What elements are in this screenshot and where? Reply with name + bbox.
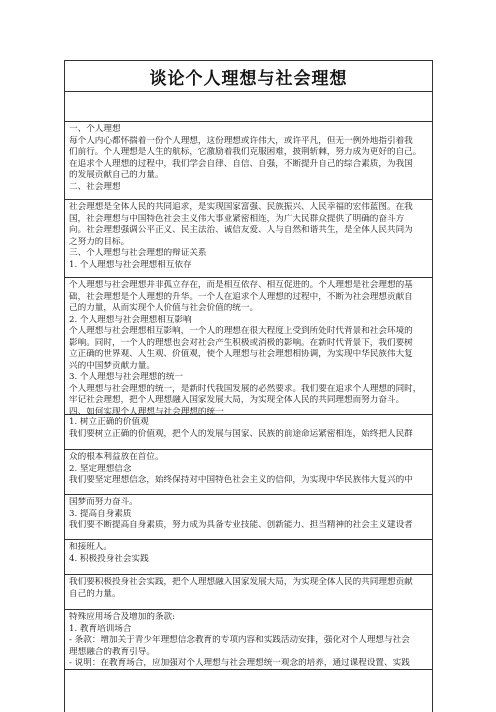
text-line: 2. 坚定理想信念 xyxy=(69,463,132,474)
text-line: 1. 树立正确的价值观 xyxy=(69,417,149,427)
text-line: 社会理想是全体人民的共同追求，是实现国家富强、民族振兴、人民幸福的宏伟蓝图。在我 xyxy=(69,202,413,212)
table-row xyxy=(65,495,432,540)
text-line: 个人理想与社会理想的统一，是新时代我国发展的必然要求。我们要在追求个人理想的同时， xyxy=(69,383,422,394)
text-line: 个人理想与社会理想相互影响，一个人的理想在很大程度上受到所处时代背景和社会环境的 xyxy=(69,326,413,336)
table-row xyxy=(65,200,432,278)
text-line: 每个人内心都怀揣着一份个人理想，这份理想或许伟大，或许平凡，但无一例外地指引着我 xyxy=(69,135,413,146)
text-line: 立正确的世界观、人生观、价值观，使个人理想与社会理想相协调，为实现中华民族伟大复 xyxy=(69,349,413,359)
table-row xyxy=(65,122,432,200)
text-line: 我们要不断提高自身素质，努力成为具备专业技能、创新能力、担当精神的社会主义建设者 xyxy=(69,520,413,530)
text-line: 二、社会理想 xyxy=(69,181,121,192)
text-line: 之努力的目标。 xyxy=(69,236,130,247)
table-row xyxy=(65,575,432,610)
table-row xyxy=(65,278,432,415)
title-row xyxy=(65,61,432,92)
text-line: 特殊应用场合及增加的条款: xyxy=(69,612,176,622)
table-row xyxy=(65,415,432,450)
blank-row xyxy=(65,92,432,122)
table-row xyxy=(65,450,432,495)
text-line: 和接班人。 xyxy=(69,542,112,552)
text-line: 3. 提高自身素质 xyxy=(69,508,132,519)
text-line: 们前行。个人理想是人生的航标，它激励着我们克服困难，披荆斩棘，努力成为更好的自己。 xyxy=(69,147,422,157)
text-line: 个人理想与社会理想并非孤立存在，而是相互依存、相互促进的。个人理想是社会理想的基 xyxy=(69,280,413,290)
text-line: 自己的力量。 xyxy=(69,588,121,599)
text-line: 国梦而努力奋斗。 xyxy=(69,497,138,507)
text-line: 理想融合的教育引导。 xyxy=(69,646,155,657)
text-line: 一、个人理想 xyxy=(69,124,121,134)
text-line: 3. 个人理想与社会理想的统一 xyxy=(69,372,184,382)
text-line: 四、如何实现个人理想与社会理想的统一 xyxy=(69,406,224,417)
text-line: 2. 个人理想与社会理想相互影响 xyxy=(69,314,192,325)
text-line: 向。社会理想强调公平正义、民主法治、诚信友爱、人与自然和谐共生，是全体人民共同为 xyxy=(69,225,413,235)
table-row xyxy=(65,540,432,575)
text-line: 牢记社会理想，把个人理想融入国家发展大局，为实现全体人民的共同理想而努力奋斗。 xyxy=(69,395,405,405)
table-row xyxy=(65,610,432,670)
text-line: 影响。同时，一个人的理想也会对社会产生积极或消极的影响。在新时代背景下，我们要树 xyxy=(69,337,413,348)
text-line: 三、个人理想与社会理想的辩证关系 xyxy=(69,248,207,258)
text-line: 础，社会理想是个人理想的升华。一个人在追求个人理想的过程中，不断为社会理想贡献自 xyxy=(69,291,413,302)
text-line: 4. 积极投身社会实践 xyxy=(69,553,149,564)
text-line: 我们要积极投身社会实践，把个人理想融入国家发展大局，为实现全体人民的共同理想贡献 xyxy=(69,577,413,587)
text-line: 1. 教育培训场合 xyxy=(69,623,132,634)
text-line: 己的力量，从而实现个人价值与社会价值的统一。 xyxy=(69,303,259,313)
document-title: 谈论个人理想与社会理想 xyxy=(149,68,348,89)
text-line: 国，社会理想与中国特色社会主义伟大事业紧密相连，为广大民群众提供了明确的奋斗方 xyxy=(69,213,405,224)
text-line: 我们要坚定理想信念，始终保持对中国特色社会主义的信仰，为实现中华民族伟大复兴的中 xyxy=(69,475,413,485)
text-line: - 条款：增加关于青少年理想信念教育的专项内容和实践活动安排，强化对个人理想与社会 xyxy=(69,635,410,645)
text-line: 1. 个人理想与社会理想相互依存 xyxy=(69,259,192,270)
text-line: - 说明：在教育场合，应加强对个人理想与社会理想统一观念的培养，通过课程设置、实践 xyxy=(69,658,410,668)
text-line: 的发展贡献自己的力量。 xyxy=(69,170,164,180)
document-body xyxy=(65,122,432,670)
text-line: 在追求个人理想的过程中，我们学会自律、自信、自强，不断提升自己的综合素质，为我国 xyxy=(69,158,413,169)
document-page xyxy=(64,60,433,712)
text-line: 兴的中国梦贡献力量。 xyxy=(69,360,155,371)
text-line: 众的根本利益放在首位。 xyxy=(69,452,164,462)
text-line: 我们要树立正确的价值观，把个人的发展与国家、民族的前途命运紧密相连，始终把人民群 xyxy=(69,428,413,439)
